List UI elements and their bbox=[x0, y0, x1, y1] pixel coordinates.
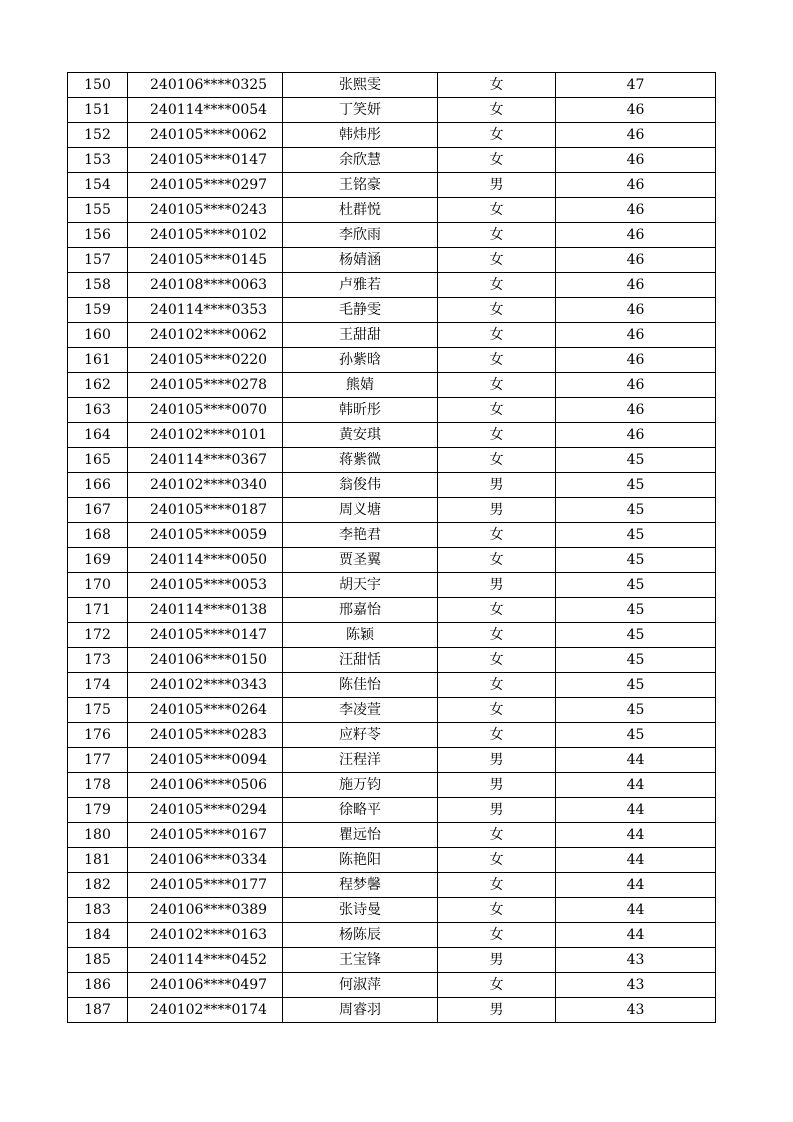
row-number: 156 bbox=[68, 223, 128, 248]
id-number: 240106****0497 bbox=[128, 973, 283, 998]
table-row bbox=[68, 373, 716, 398]
gender: 女 bbox=[438, 448, 556, 473]
row-number: 169 bbox=[68, 548, 128, 573]
id-number: 240114****0138 bbox=[128, 598, 283, 623]
id-number: 240105****0243 bbox=[128, 198, 283, 223]
row-number: 154 bbox=[68, 173, 128, 198]
score: 45 bbox=[556, 673, 716, 698]
row-number: 157 bbox=[68, 248, 128, 273]
gender: 男 bbox=[438, 748, 556, 773]
gender: 女 bbox=[438, 148, 556, 173]
row-number: 179 bbox=[68, 798, 128, 823]
gender: 女 bbox=[438, 348, 556, 373]
row-number: 178 bbox=[68, 773, 128, 798]
table-row bbox=[68, 498, 716, 523]
row-number: 182 bbox=[68, 873, 128, 898]
student-name: 徐略平 bbox=[283, 798, 438, 823]
table-row bbox=[68, 423, 716, 448]
student-name: 卢雅若 bbox=[283, 273, 438, 298]
table-row bbox=[68, 973, 716, 998]
table-row bbox=[68, 823, 716, 848]
gender: 女 bbox=[438, 698, 556, 723]
score: 46 bbox=[556, 273, 716, 298]
table-row bbox=[68, 798, 716, 823]
id-number: 240105****0094 bbox=[128, 748, 283, 773]
table-body bbox=[68, 73, 716, 1023]
id-number: 240114****0050 bbox=[128, 548, 283, 573]
row-number: 177 bbox=[68, 748, 128, 773]
score: 45 bbox=[556, 623, 716, 648]
table-row bbox=[68, 473, 716, 498]
table-row bbox=[68, 198, 716, 223]
student-name: 余欣慧 bbox=[283, 148, 438, 173]
score: 45 bbox=[556, 723, 716, 748]
student-name: 邢嘉怡 bbox=[283, 598, 438, 623]
id-number: 240105****0167 bbox=[128, 823, 283, 848]
student-name: 王甜甜 bbox=[283, 323, 438, 348]
gender: 女 bbox=[438, 548, 556, 573]
row-number: 164 bbox=[68, 423, 128, 448]
student-name: 贾圣翼 bbox=[283, 548, 438, 573]
table-row bbox=[68, 848, 716, 873]
score: 46 bbox=[556, 248, 716, 273]
id-number: 240105****0147 bbox=[128, 148, 283, 173]
gender: 男 bbox=[438, 948, 556, 973]
id-number: 240105****0278 bbox=[128, 373, 283, 398]
table-row bbox=[68, 623, 716, 648]
id-number: 240114****0367 bbox=[128, 448, 283, 473]
score: 47 bbox=[556, 73, 716, 98]
id-number: 240105****0220 bbox=[128, 348, 283, 373]
row-number: 151 bbox=[68, 98, 128, 123]
score-table bbox=[67, 72, 716, 1023]
row-number: 176 bbox=[68, 723, 128, 748]
id-number: 240114****0353 bbox=[128, 298, 283, 323]
table-row bbox=[68, 673, 716, 698]
gender: 男 bbox=[438, 798, 556, 823]
row-number: 152 bbox=[68, 123, 128, 148]
row-number: 184 bbox=[68, 923, 128, 948]
gender: 女 bbox=[438, 248, 556, 273]
student-name: 陈艳阳 bbox=[283, 848, 438, 873]
gender: 女 bbox=[438, 323, 556, 348]
score: 43 bbox=[556, 948, 716, 973]
table-row bbox=[68, 173, 716, 198]
gender: 女 bbox=[438, 673, 556, 698]
id-number: 240105****0053 bbox=[128, 573, 283, 598]
student-name: 翁俊伟 bbox=[283, 473, 438, 498]
table-row bbox=[68, 898, 716, 923]
student-name: 王宝锋 bbox=[283, 948, 438, 973]
score: 44 bbox=[556, 898, 716, 923]
score: 45 bbox=[556, 698, 716, 723]
table-row bbox=[68, 448, 716, 473]
row-number: 186 bbox=[68, 973, 128, 998]
row-number: 183 bbox=[68, 898, 128, 923]
row-number: 161 bbox=[68, 348, 128, 373]
score: 43 bbox=[556, 973, 716, 998]
student-name: 黄安琪 bbox=[283, 423, 438, 448]
id-number: 240105****0177 bbox=[128, 873, 283, 898]
row-number: 168 bbox=[68, 523, 128, 548]
student-name: 瞿远怡 bbox=[283, 823, 438, 848]
gender: 女 bbox=[438, 723, 556, 748]
student-name: 陈颖 bbox=[283, 623, 438, 648]
id-number: 240102****0101 bbox=[128, 423, 283, 448]
score: 45 bbox=[556, 448, 716, 473]
id-number: 240105****0294 bbox=[128, 798, 283, 823]
score: 46 bbox=[556, 123, 716, 148]
gender: 女 bbox=[438, 423, 556, 448]
id-number: 240102****0174 bbox=[128, 998, 283, 1023]
table-row bbox=[68, 298, 716, 323]
row-number: 174 bbox=[68, 673, 128, 698]
score: 46 bbox=[556, 148, 716, 173]
id-number: 240105****0187 bbox=[128, 498, 283, 523]
row-number: 160 bbox=[68, 323, 128, 348]
gender: 女 bbox=[438, 973, 556, 998]
id-number: 240105****0062 bbox=[128, 123, 283, 148]
id-number: 240105****0070 bbox=[128, 398, 283, 423]
row-number: 185 bbox=[68, 948, 128, 973]
student-name: 杨婧涵 bbox=[283, 248, 438, 273]
score: 45 bbox=[556, 573, 716, 598]
id-number: 240105****0059 bbox=[128, 523, 283, 548]
row-number: 187 bbox=[68, 998, 128, 1023]
gender: 女 bbox=[438, 273, 556, 298]
student-name: 王铭豪 bbox=[283, 173, 438, 198]
gender: 男 bbox=[438, 498, 556, 523]
gender: 女 bbox=[438, 623, 556, 648]
gender: 男 bbox=[438, 773, 556, 798]
score: 46 bbox=[556, 98, 716, 123]
gender: 女 bbox=[438, 223, 556, 248]
gender: 女 bbox=[438, 98, 556, 123]
score: 46 bbox=[556, 323, 716, 348]
row-number: 158 bbox=[68, 273, 128, 298]
table-row bbox=[68, 98, 716, 123]
table-row bbox=[68, 698, 716, 723]
row-number: 171 bbox=[68, 598, 128, 623]
student-name: 何淑萍 bbox=[283, 973, 438, 998]
score: 44 bbox=[556, 923, 716, 948]
row-number: 181 bbox=[68, 848, 128, 873]
score: 45 bbox=[556, 548, 716, 573]
student-name: 丁笑妍 bbox=[283, 98, 438, 123]
student-name: 熊婧 bbox=[283, 373, 438, 398]
student-name: 蒋紫微 bbox=[283, 448, 438, 473]
table-row bbox=[68, 348, 716, 373]
student-name: 汪甜恬 bbox=[283, 648, 438, 673]
student-name: 应籽苓 bbox=[283, 723, 438, 748]
gender: 男 bbox=[438, 173, 556, 198]
table-row bbox=[68, 923, 716, 948]
row-number: 159 bbox=[68, 298, 128, 323]
score: 44 bbox=[556, 848, 716, 873]
score: 46 bbox=[556, 223, 716, 248]
score: 45 bbox=[556, 498, 716, 523]
table-row bbox=[68, 723, 716, 748]
student-name: 汪程洋 bbox=[283, 748, 438, 773]
score: 44 bbox=[556, 823, 716, 848]
gender: 女 bbox=[438, 123, 556, 148]
id-number: 240114****0054 bbox=[128, 98, 283, 123]
gender: 女 bbox=[438, 923, 556, 948]
gender: 女 bbox=[438, 298, 556, 323]
table-row bbox=[68, 573, 716, 598]
table-row bbox=[68, 273, 716, 298]
score: 46 bbox=[556, 173, 716, 198]
table-row bbox=[68, 248, 716, 273]
score: 46 bbox=[556, 298, 716, 323]
table-row bbox=[68, 998, 716, 1023]
row-number: 180 bbox=[68, 823, 128, 848]
student-name: 张诗曼 bbox=[283, 898, 438, 923]
gender: 女 bbox=[438, 73, 556, 98]
score: 46 bbox=[556, 423, 716, 448]
score: 46 bbox=[556, 348, 716, 373]
student-name: 张熙雯 bbox=[283, 73, 438, 98]
row-number: 163 bbox=[68, 398, 128, 423]
score: 46 bbox=[556, 373, 716, 398]
id-number: 240106****0325 bbox=[128, 73, 283, 98]
gender: 女 bbox=[438, 848, 556, 873]
id-number: 240102****0062 bbox=[128, 323, 283, 348]
id-number: 240105****0145 bbox=[128, 248, 283, 273]
table-row bbox=[68, 773, 716, 798]
table-row bbox=[68, 648, 716, 673]
row-number: 153 bbox=[68, 148, 128, 173]
gender: 男 bbox=[438, 998, 556, 1023]
table-row bbox=[68, 148, 716, 173]
table-row bbox=[68, 748, 716, 773]
row-number: 172 bbox=[68, 623, 128, 648]
student-name: 施万钧 bbox=[283, 773, 438, 798]
gender: 男 bbox=[438, 473, 556, 498]
score: 44 bbox=[556, 773, 716, 798]
score: 44 bbox=[556, 798, 716, 823]
student-name: 韩炜彤 bbox=[283, 123, 438, 148]
id-number: 240105****0147 bbox=[128, 623, 283, 648]
gender: 女 bbox=[438, 398, 556, 423]
table-row bbox=[68, 873, 716, 898]
row-number: 155 bbox=[68, 198, 128, 223]
student-name: 毛静雯 bbox=[283, 298, 438, 323]
student-name: 李欣雨 bbox=[283, 223, 438, 248]
row-number: 162 bbox=[68, 373, 128, 398]
id-number: 240106****0389 bbox=[128, 898, 283, 923]
id-number: 240114****0452 bbox=[128, 948, 283, 973]
id-number: 240102****0163 bbox=[128, 923, 283, 948]
score: 45 bbox=[556, 648, 716, 673]
student-name: 杨陈辰 bbox=[283, 923, 438, 948]
row-number: 170 bbox=[68, 573, 128, 598]
student-name: 周睿羽 bbox=[283, 998, 438, 1023]
gender: 女 bbox=[438, 898, 556, 923]
id-number: 240105****0264 bbox=[128, 698, 283, 723]
table-row bbox=[68, 523, 716, 548]
id-number: 240106****0334 bbox=[128, 848, 283, 873]
student-name: 孙紫晗 bbox=[283, 348, 438, 373]
gender: 女 bbox=[438, 523, 556, 548]
row-number: 175 bbox=[68, 698, 128, 723]
table-row bbox=[68, 323, 716, 348]
student-name: 李凌萱 bbox=[283, 698, 438, 723]
student-name: 程梦馨 bbox=[283, 873, 438, 898]
table-row bbox=[68, 73, 716, 98]
id-number: 240108****0063 bbox=[128, 273, 283, 298]
table-row bbox=[68, 548, 716, 573]
row-number: 167 bbox=[68, 498, 128, 523]
student-name: 杜群悦 bbox=[283, 198, 438, 223]
row-number: 166 bbox=[68, 473, 128, 498]
table-row bbox=[68, 948, 716, 973]
score: 46 bbox=[556, 398, 716, 423]
id-number: 240106****0506 bbox=[128, 773, 283, 798]
student-name: 韩昕彤 bbox=[283, 398, 438, 423]
score: 44 bbox=[556, 748, 716, 773]
student-name: 胡天宇 bbox=[283, 573, 438, 598]
gender: 女 bbox=[438, 373, 556, 398]
table-row bbox=[68, 123, 716, 148]
student-name: 周义塘 bbox=[283, 498, 438, 523]
gender: 女 bbox=[438, 823, 556, 848]
id-number: 240102****0340 bbox=[128, 473, 283, 498]
score: 46 bbox=[556, 198, 716, 223]
table-row bbox=[68, 223, 716, 248]
score: 45 bbox=[556, 523, 716, 548]
row-number: 150 bbox=[68, 73, 128, 98]
gender: 女 bbox=[438, 648, 556, 673]
score: 45 bbox=[556, 598, 716, 623]
id-number: 240106****0150 bbox=[128, 648, 283, 673]
table-row bbox=[68, 598, 716, 623]
id-number: 240102****0343 bbox=[128, 673, 283, 698]
gender: 男 bbox=[438, 573, 556, 598]
student-name: 李艳君 bbox=[283, 523, 438, 548]
gender: 女 bbox=[438, 598, 556, 623]
score: 45 bbox=[556, 473, 716, 498]
id-number: 240105****0297 bbox=[128, 173, 283, 198]
student-name: 陈佳怡 bbox=[283, 673, 438, 698]
gender: 女 bbox=[438, 873, 556, 898]
score: 44 bbox=[556, 873, 716, 898]
row-number: 173 bbox=[68, 648, 128, 673]
id-number: 240105****0283 bbox=[128, 723, 283, 748]
row-number: 165 bbox=[68, 448, 128, 473]
id-number: 240105****0102 bbox=[128, 223, 283, 248]
table-row bbox=[68, 398, 716, 423]
gender: 女 bbox=[438, 198, 556, 223]
score: 43 bbox=[556, 998, 716, 1023]
